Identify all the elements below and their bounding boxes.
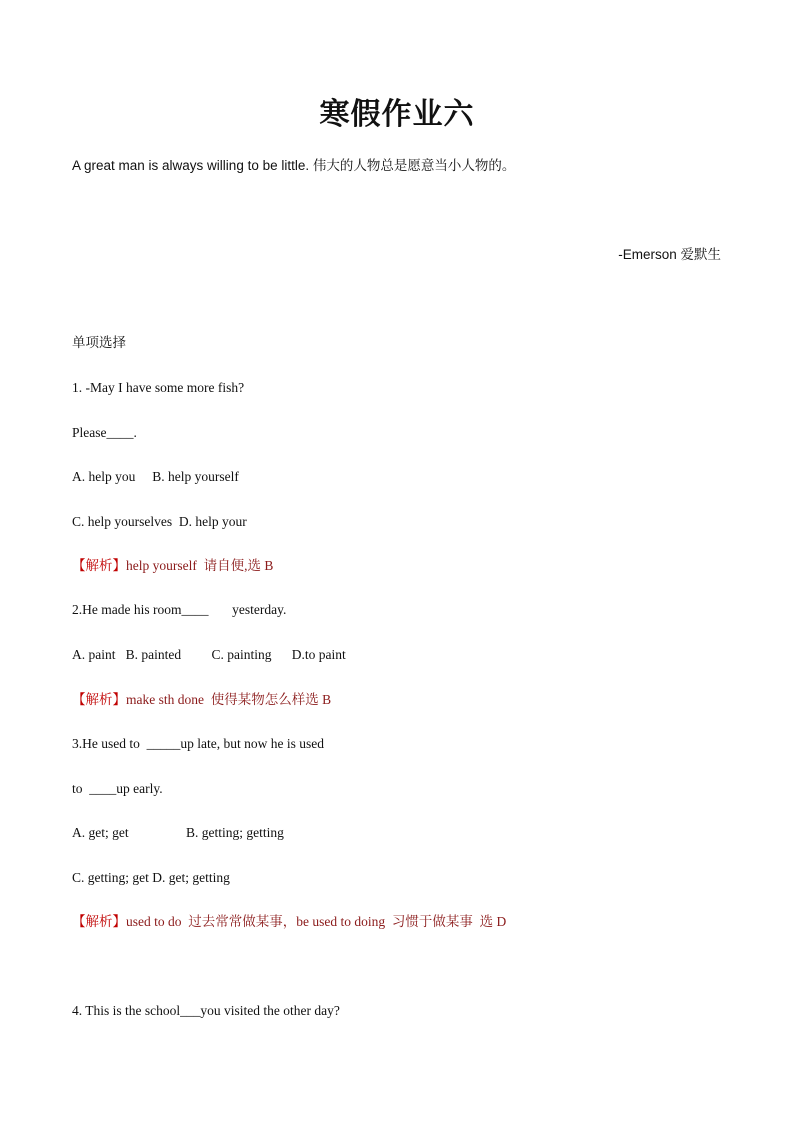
analysis-tag: 【解析】 — [72, 558, 126, 574]
question-2-stem: 2.He made his room____ yesterday. — [72, 602, 287, 617]
page-title: 寒假作业六 — [319, 97, 475, 132]
question-3-stem-2: to ____up early. — [72, 781, 163, 796]
question-4-stem: 4. This is the school___you visited the other day? — [72, 1003, 340, 1018]
quote-author: -Emerson 爱默生 — [618, 247, 721, 262]
analysis-tag: 【解析】 — [72, 914, 126, 930]
question-1-options-2: C. help yourselves D. help your — [72, 514, 247, 529]
question-1-stem: 1. -May I have some more fish? — [72, 380, 245, 395]
quote-text: A great man is always willing to be little. 伟大的人物总是愿意当小人物的。 — [72, 158, 516, 173]
analysis-text: make sth done 使得某物怎么样选 B — [126, 692, 332, 707]
section-title: 单项选择 — [72, 335, 126, 351]
question-1-options-1: A. help you B. help yourself — [72, 469, 239, 484]
question-1-stem-2: Please____. — [72, 425, 137, 440]
question-1-analysis — [72, 557, 273, 575]
analysis-text: help yourself 请自便,选 B — [126, 558, 274, 573]
question-3-options-2: C. getting; get D. get; getting — [72, 870, 230, 885]
question-2-options-1: A. paint B. painted C. painting D.to paint — [72, 647, 346, 662]
analysis-text: used to do 过去常常做某事，be used to doing 习惯于做某事 选 D — [126, 914, 507, 929]
question-3-analysis — [72, 913, 506, 931]
question-3-options-1: A. get; get B. getting; getting — [72, 825, 284, 840]
question-2-analysis — [72, 691, 331, 709]
analysis-tag: 【解析】 — [72, 692, 126, 708]
question-3-stem: 3.He used to _____up late, but now he is used — [72, 736, 324, 751]
